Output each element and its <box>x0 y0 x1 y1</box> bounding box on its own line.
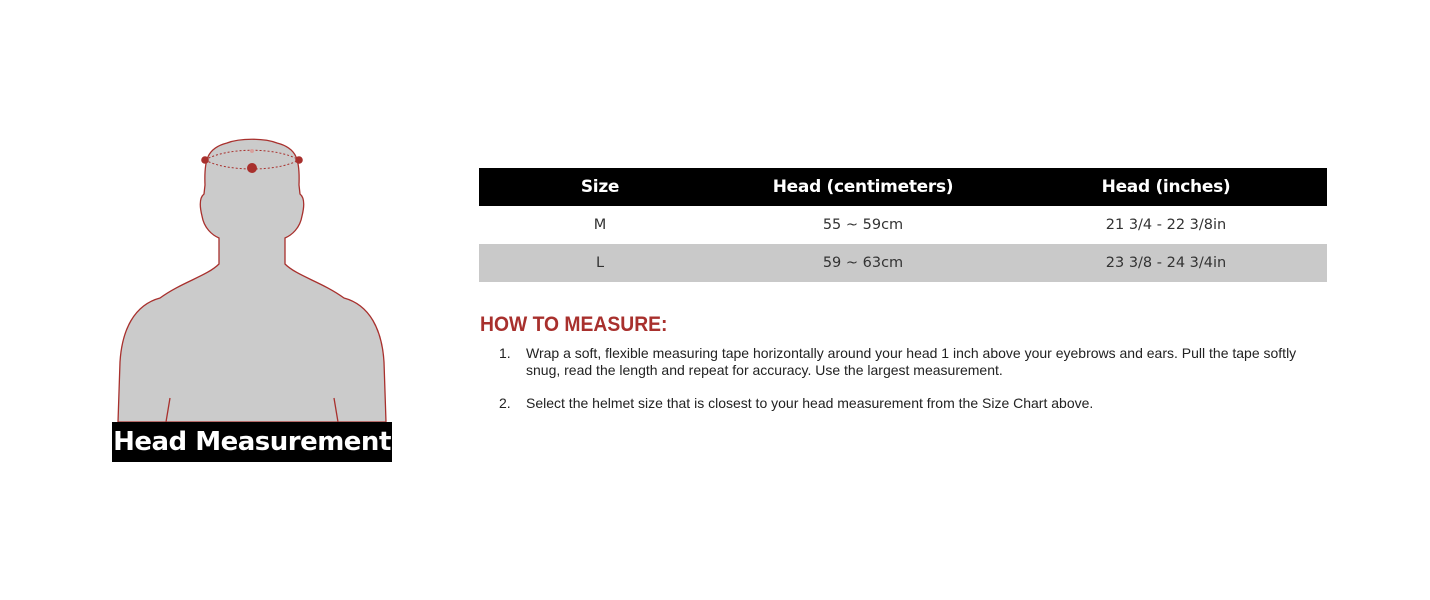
header-head-centimeters: Head (centimeters) <box>721 168 1005 206</box>
table-header-row <box>479 168 1327 206</box>
step-number: 1. <box>499 345 511 361</box>
cell-head-inches: 21 3/4 - 22 3/8in <box>1005 206 1327 244</box>
table-row <box>479 244 1327 282</box>
cell-head-inches: 23 3/8 - 24 3/4in <box>1005 244 1327 282</box>
size-chart-table <box>479 168 1327 282</box>
step-text: Select the helmet size that is closest to your head measurement from the Size Chart above. <box>526 395 1094 411</box>
header-head-inches: Head (inches) <box>1005 168 1327 206</box>
cell-size: L <box>479 244 721 282</box>
how-to-measure-section <box>480 313 1330 428</box>
cell-head-centimeters: 59 ~ 63cm <box>721 244 1005 282</box>
figure-caption: Head Measurement <box>112 422 392 462</box>
measure-steps-list <box>480 345 1330 412</box>
head-measurement-figure <box>112 130 392 462</box>
table-row <box>479 206 1327 244</box>
step-number: 2. <box>499 395 511 411</box>
cell-size: M <box>479 206 721 244</box>
cell-head-centimeters: 55 ~ 59cm <box>721 206 1005 244</box>
list-item <box>480 395 1330 412</box>
list-item <box>480 345 1330 379</box>
step-text: Wrap a soft, flexible measuring tape horizontally around your head 1 inch above your eyebrows and ears. Pull the tape softly snug, read the length and repeat for accuracy. Use the largest measurement. <box>526 345 1297 378</box>
header-size: Size <box>479 168 721 206</box>
head-shoulders-silhouette-icon <box>112 130 392 422</box>
how-to-measure-title: HOW TO MEASURE: <box>480 313 668 336</box>
